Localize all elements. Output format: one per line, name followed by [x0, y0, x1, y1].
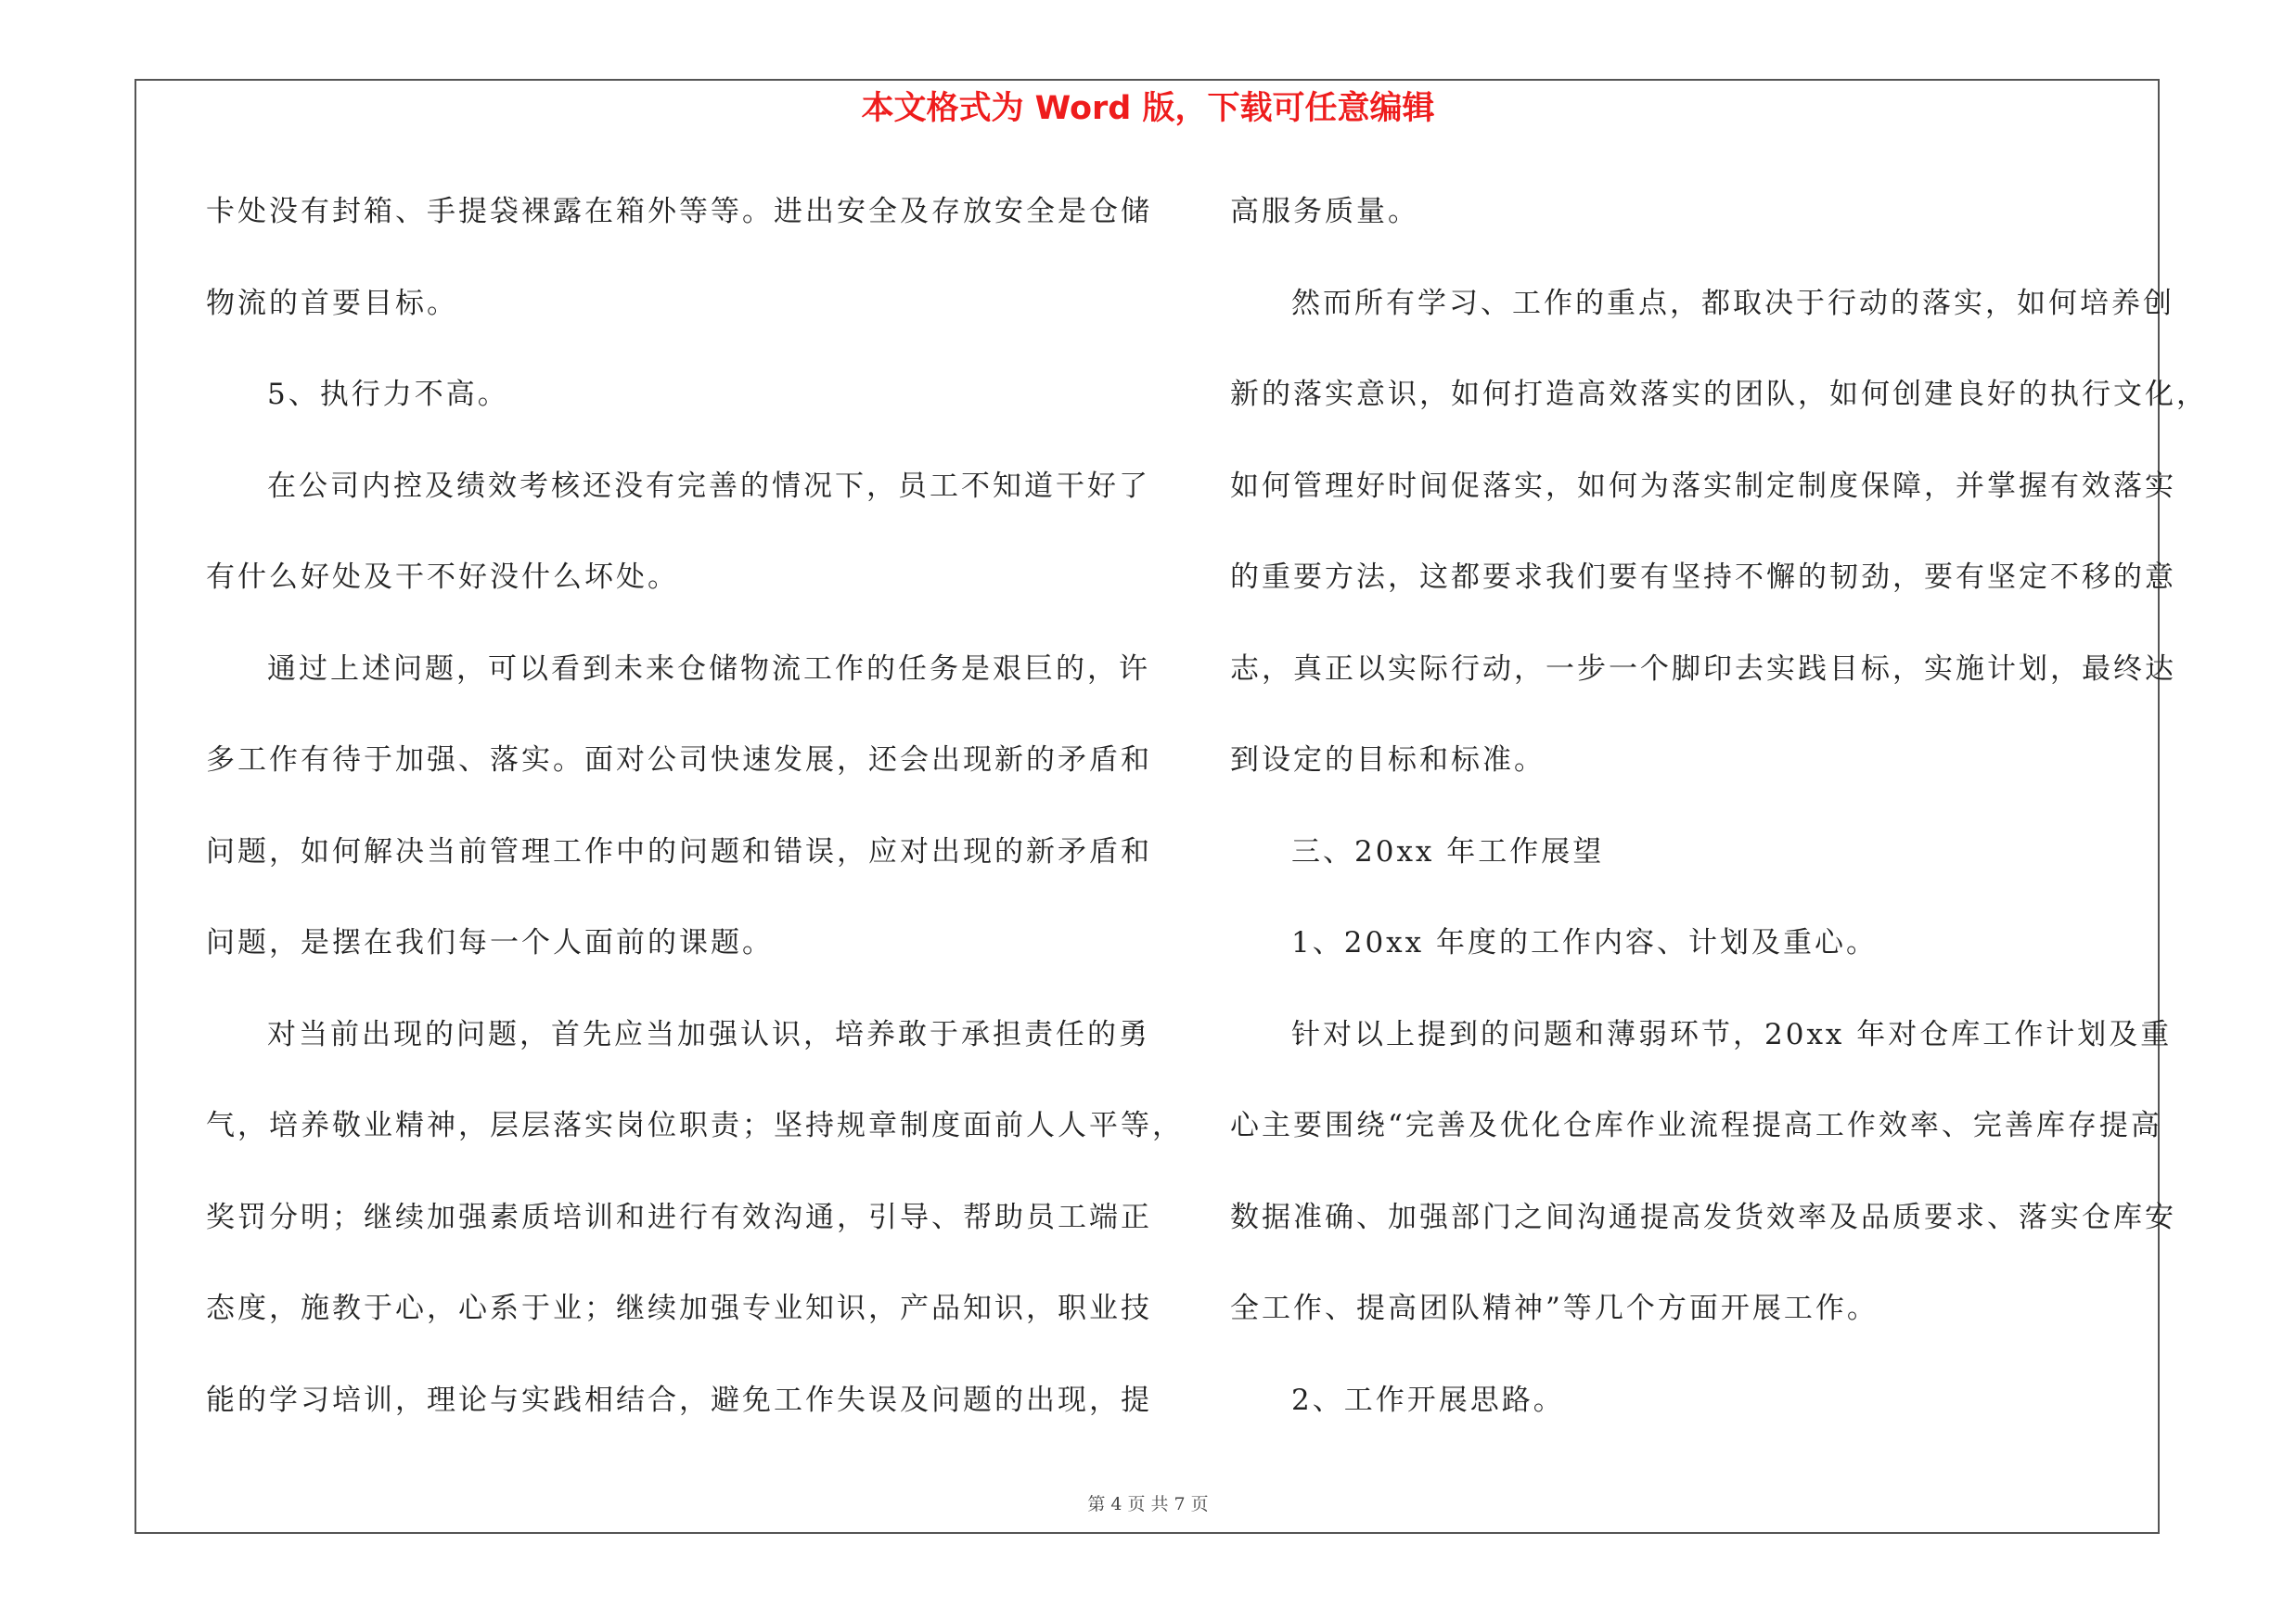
text-line: 5、执行力不高。 [267, 378, 509, 411]
text-line: 问题，是摆在我们每一个人面前的课题。 [206, 926, 774, 960]
section-heading: 三、20xx 年工作展望 [1291, 834, 1605, 869]
text-line: 问题，如何解决当前管理工作中的问题和错误，应对出现的新矛盾和 [206, 834, 1152, 869]
text-line: 新的落实意识，如何打造高效落实的团队，如何创建良好的执行文化， [1230, 378, 2208, 411]
text-line: 针对以上提到的问题和薄弱环节，20xx 年对仓库工作计划及重 [1291, 1017, 2173, 1051]
text-line: 物流的首要目标。 [206, 286, 458, 320]
text-line: 2、工作开展思路。 [1291, 1383, 1565, 1417]
text-line: 如何管理好时间促落实，如何为落实制定制度保障，并掌握有效落实 [1230, 469, 2176, 503]
text-line: 然而所有学习、工作的重点，都取决于行动的落实，如何培养创 [1291, 286, 2174, 320]
text-line: 态度，施教于心，心系于业；继续加强专业知识，产品知识，职业技 [206, 1292, 1152, 1325]
text-line: 对当前出现的问题，首先应当加强认识，培养敢于承担责任的勇 [267, 1017, 1150, 1051]
text-line: 卡处没有封箱、手提袋裸露在箱外等等。进出安全及存放安全是仓储 [206, 195, 1152, 228]
left-column [206, 184, 1184, 1463]
text-line: 奖罚分明；继续加强素质培训和进行有效沟通，引导、帮助员工端正 [206, 1200, 1152, 1234]
text-line: 能的学习培训，理论与实践相结合，避免工作失误及问题的出现，提 [206, 1383, 1152, 1417]
header-title: 本文格式为 Word 版，下载可任意编辑 [861, 90, 1435, 127]
text-line: 高服务质量。 [1230, 195, 1419, 228]
text-line: 心主要围绕“完善及优化仓库作业流程提高工作效率、完善库存提高 [1230, 1109, 2162, 1142]
text-line: 气，培养敬业精神，层层落实岗位职责；坚持规章制度面前人人平等， [206, 1109, 1184, 1142]
text-line: 有什么好处及干不好没什么坏处。 [206, 560, 679, 594]
text-line: 志，真正以实际行动，一步一个脚印去实践目标，实施计划，最终达 [1230, 651, 2176, 686]
text-line: 数据准确、加强部门之间沟通提高发货效率及品质要求、落实仓库安 [1230, 1200, 2176, 1234]
text-line: 到设定的目标和标准。 [1230, 743, 1546, 777]
text-line: 在公司内控及绩效考核还没有完善的情况下，员工不知道干好了 [267, 469, 1150, 503]
text-line: 1、20xx 年度的工作内容、计划及重心。 [1291, 926, 1878, 960]
text-line: 多工作有待于加强、落实。面对公司快速发展，还会出现新的矛盾和 [206, 743, 1152, 777]
text-line: 的重要方法，这都要求我们要有坚持不懈的韧劲，要有坚定不移的意 [1230, 560, 2176, 594]
text-line: 全工作、提高团队精神”等几个方面开展工作。 [1230, 1292, 1879, 1325]
text-line: 通过上述问题，可以看到未来仓储物流工作的任务是艰巨的，许 [267, 651, 1150, 686]
page-number: 第 4 页 共 7 页 [1087, 1494, 1209, 1514]
right-column [1230, 184, 2208, 1463]
